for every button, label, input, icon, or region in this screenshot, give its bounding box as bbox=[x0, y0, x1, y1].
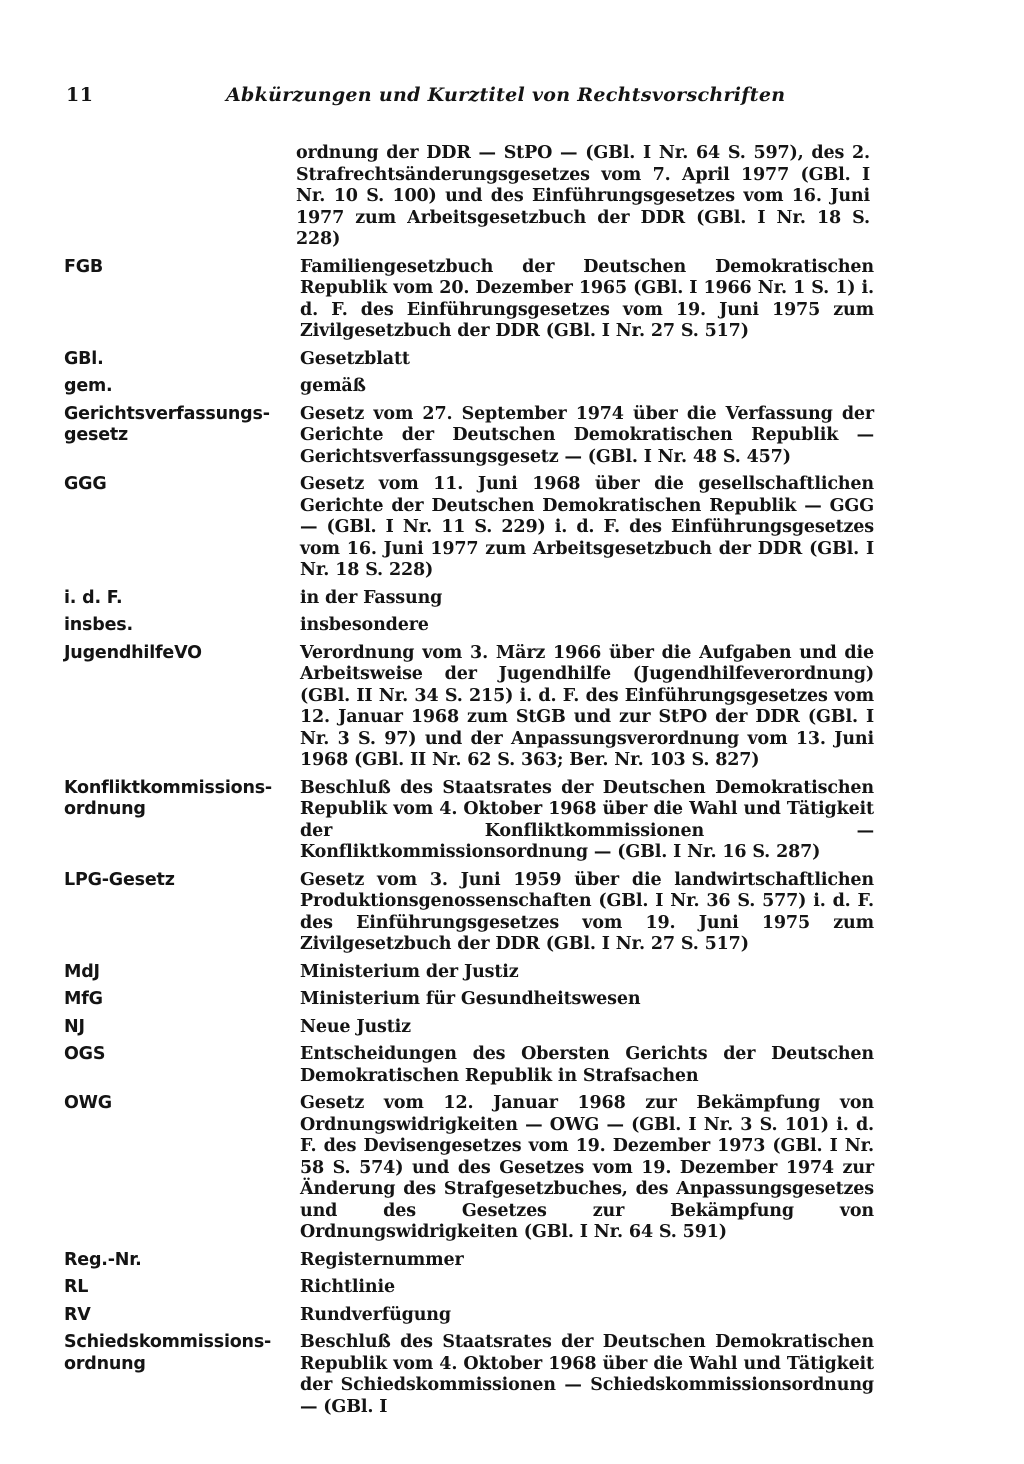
abbreviation-entry bbox=[60, 588, 870, 610]
abbreviation-term: MfG bbox=[64, 989, 103, 1009]
abbreviation-term: GGG bbox=[64, 474, 107, 494]
abbreviation-definition: Rundverfügung bbox=[300, 1304, 451, 1325]
abbreviation-entry bbox=[60, 403, 874, 469]
abbreviation-definition: gemäß bbox=[300, 376, 366, 396]
abbreviation-term: JugendhilfeVO bbox=[64, 642, 202, 663]
abbreviation-definition: Registernummer bbox=[300, 1249, 464, 1270]
abbreviation-entry bbox=[60, 474, 874, 582]
abbreviation-term: MdJ bbox=[64, 961, 100, 982]
continuation-entry bbox=[60, 143, 870, 251]
abbreviation-definition: Neue Justiz bbox=[300, 1016, 411, 1037]
abbreviation-term: insbes. bbox=[64, 615, 133, 635]
abbreviation-entry bbox=[60, 1250, 870, 1272]
abbreviation-definition: Gesetz vom 12. Januar 1968 zur Bekämpfung von Ordnungswidrigkeiten — OWG — (GBl. I Nr. 3 S. 101) i. d. F. des Devisengesetzes vom 19. Dezember 1973 (GBl. I Nr. 58 S. 574) und des Gesetzes vom 19. Dezember 1974 zur Änderung des Strafgesetzbuches, des Anpassungsgesetzes und des Gesetzes zur Bekämpfung von Ordnungswidrigkeiten (GBl. I Nr. 64 S. 591) bbox=[300, 1093, 874, 1242]
abbreviation-list bbox=[60, 143, 874, 1424]
abbreviation-term: GBl. bbox=[64, 348, 104, 369]
abbreviation-entry bbox=[60, 1332, 874, 1418]
abbreviation-definition: Richtlinie bbox=[300, 1277, 395, 1297]
abbreviation-term: Reg.-Nr. bbox=[64, 1249, 142, 1270]
abbreviation-entry bbox=[60, 1277, 870, 1299]
abbreviation-entry bbox=[60, 1305, 870, 1327]
abbreviation-term: LPG-Gesetz bbox=[64, 869, 175, 890]
abbreviation-term: Konfliktkommissions- ordnung bbox=[64, 777, 272, 819]
abbreviation-definition: Ministerium der Justiz bbox=[300, 961, 519, 982]
abbreviation-definition: Gesetz vom 11. Juni 1968 über die gesellschaftlichen Gerichte der Deutschen Demokratischen Republik — GGG — (GBl. I Nr. 11 S. 229) i. d. F. des Einführungsgesetzes vom 16. Juni 1977 zum Arbeitsgesetzbuch der DDR (GBl. I Nr. 18 S. 228) bbox=[300, 474, 874, 580]
abbreviation-entry bbox=[60, 1044, 874, 1087]
abbreviation-term: OWG bbox=[64, 1093, 112, 1113]
abbreviation-term: gem. bbox=[64, 376, 113, 396]
abbreviation-definition: Beschluß des Staatsrates der Deutschen Demokratischen Republik vom 4. Oktober 1968 über die Wahl und Tätigkeit der Konfliktkommissionen — Konfliktkommissionsordnung — (GBl. I Nr. 16 S. 287) bbox=[300, 777, 874, 862]
abbreviation-definition: Familiengesetzbuch der Deutschen Demokratischen Republik vom 20. Dezember 1965 (GBl. I 1966 Nr. 1 S. 1) i. d. F. des Einführungsgesetzes vom 19. Juni 1975 zum Zivilgesetzbuch der DDR (GBl. I Nr. 27 S. 517) bbox=[300, 256, 874, 341]
abbreviation-term: Gerichtsverfassungs- gesetz bbox=[64, 403, 270, 445]
abbreviation-definition: in der Fassung bbox=[300, 587, 443, 608]
page-number: 11 bbox=[66, 84, 94, 106]
abbreviation-term: FGB bbox=[64, 256, 104, 277]
abbreviation-entry bbox=[60, 989, 870, 1011]
abbreviation-entry bbox=[60, 256, 874, 343]
abbreviation-definition: Entscheidungen des Obersten Gerichts der Deutschen Demokratischen Republik in Strafsachen bbox=[300, 1044, 874, 1086]
abbreviation-definition: Verordnung vom 3. März 1966 über die Aufgaben und die Arbeitsweise der Jugendhilfe (Jugendhilfeverordnung) (GBl. II Nr. 34 S. 215) i. d. F. des Einführungsgesetzes vom 12. Januar 1968 zum StGB und zur StPO der DDR (GBl. I Nr. 3 S. 97) und der Anpassungsverordnung vom 13. Juni 1968 (GBl. II Nr. 62 S. 363; Ber. Nr. 103 S. 827) bbox=[300, 642, 874, 770]
abbreviation-entry bbox=[60, 1017, 870, 1039]
abbreviation-term: RL bbox=[64, 1277, 89, 1297]
abbreviation-entry bbox=[60, 777, 874, 864]
running-head-title: Abkürzungen und Kurztitel von Rechtsvorschriften bbox=[226, 84, 786, 106]
abbreviation-term: Schiedskommissions- ordnung bbox=[64, 1332, 272, 1374]
abbreviation-term: OGS bbox=[64, 1044, 106, 1064]
continued-definition: ordnung der DDR — StPO — (GBl. I Nr. 64 S. 597), des 2. Strafrechtsänderungsgesetzes vom 7. April 1977 (GBl. I Nr. 10 S. 100) und des Einführungsgesetzes vom 16. Juni 1977 zum Arbeitsgesetzbuch der DDR (GBl. I Nr. 18 S. 228) bbox=[296, 143, 870, 249]
abbreviation-definition: Gesetz vom 27. September 1974 über die Verfassung der Gerichte der Deutschen Demokratischen Republik — Gerichtsverfassungsgesetz — (GBl. I Nr. 48 S. 457) bbox=[300, 403, 874, 467]
abbreviation-definition: insbesondere bbox=[300, 615, 429, 635]
abbreviation-definition: Gesetz vom 3. Juni 1959 über die landwirtschaftlichen Produktionsgenossenschaften (GBl. I Nr. 36 S. 577) i. d. F. des Einführungsgesetzes vom 19. Juni 1975 zum Zivilgesetzbuch der DDR (GBl. I Nr. 27 S. 517) bbox=[300, 869, 874, 954]
abbreviation-entry bbox=[60, 642, 874, 772]
abbreviation-definition: Gesetzblatt bbox=[300, 348, 410, 369]
abbreviation-entry bbox=[60, 615, 870, 637]
abbreviation-entry bbox=[60, 349, 870, 371]
abbreviation-entry bbox=[60, 962, 870, 984]
abbreviation-entry bbox=[60, 376, 870, 398]
abbreviation-term: i. d. F. bbox=[64, 587, 123, 608]
abbreviation-entry bbox=[60, 869, 874, 956]
abbreviation-term: RV bbox=[64, 1304, 91, 1325]
abbreviation-definition: Beschluß des Staatsrates der Deutschen Demokratischen Republik vom 4. Oktober 1968 über die Wahl und Tätigkeit der Schiedskommissionen — Schiedskommissionsordnung — (GBl. I bbox=[300, 1332, 874, 1417]
abbreviation-entry bbox=[60, 1093, 874, 1244]
abbreviation-definition: Ministerium für Gesundheitswesen bbox=[300, 989, 641, 1009]
abbreviation-term: NJ bbox=[64, 1016, 85, 1037]
